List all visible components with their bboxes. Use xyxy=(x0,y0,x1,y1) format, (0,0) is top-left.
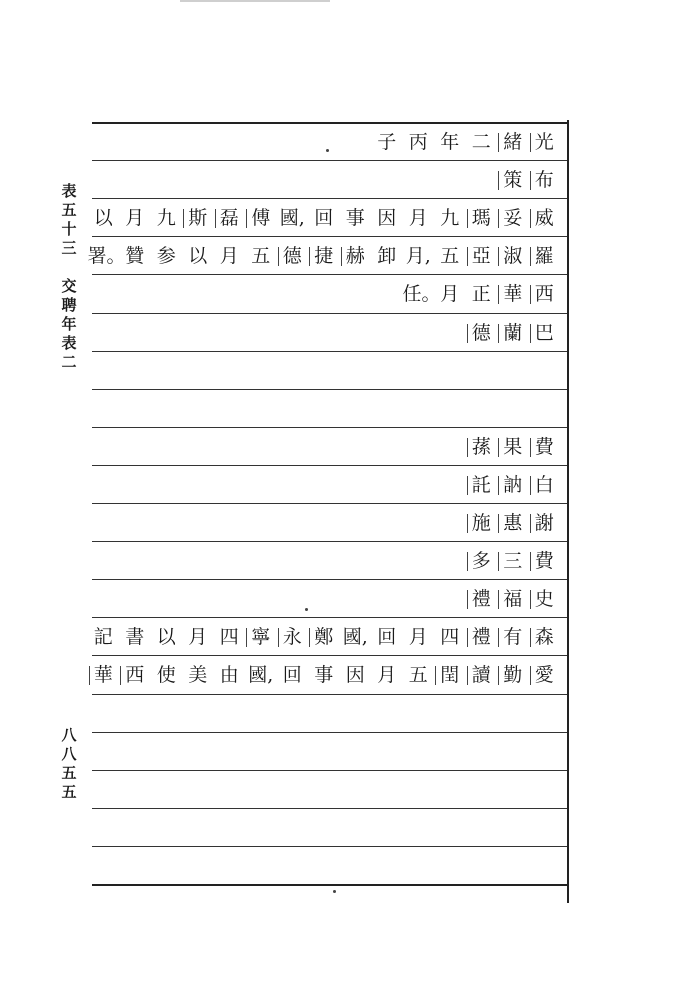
text-glyph: 國, xyxy=(342,626,368,649)
text-glyph: 月, xyxy=(405,245,431,268)
name-glyph: 白 xyxy=(529,471,561,499)
name-glyph: 磊 xyxy=(214,204,246,232)
text-glyph: 以 xyxy=(156,626,176,649)
text-glyph: 記 xyxy=(93,626,113,649)
ink-speck xyxy=(333,890,336,893)
table-row xyxy=(92,547,564,575)
text-glyph: 事 xyxy=(345,207,365,230)
margin-char: 年 xyxy=(61,315,77,333)
name-glyph: 華 xyxy=(88,661,120,689)
name-glyph: 羅 xyxy=(529,242,561,270)
text-glyph: 書 xyxy=(125,626,145,649)
table-row xyxy=(92,738,564,766)
text-glyph: 月 xyxy=(377,664,397,687)
table-row xyxy=(92,319,564,347)
text-glyph: 署。 xyxy=(87,245,126,268)
name-glyph: 施 xyxy=(466,509,498,537)
margin-char: 交 xyxy=(61,277,77,295)
name-glyph: 禮 xyxy=(466,585,498,613)
table-row xyxy=(92,661,564,689)
name-glyph: 策 xyxy=(497,166,529,194)
table-row xyxy=(92,357,564,385)
text-glyph: 回 xyxy=(282,664,302,687)
name-glyph: 赫 xyxy=(340,242,372,270)
name-glyph: 蘭 xyxy=(497,319,529,347)
name-glyph: 德 xyxy=(277,242,309,270)
text-glyph: 因 xyxy=(345,664,365,687)
name-glyph: 三 xyxy=(497,547,529,575)
text-glyph: 國, xyxy=(279,207,305,230)
name-glyph: 勤 xyxy=(497,661,529,689)
text-glyph: 五 xyxy=(251,245,271,268)
text-glyph: 五 xyxy=(440,245,460,268)
name-glyph: 捷 xyxy=(308,242,340,270)
row-rule xyxy=(92,313,567,314)
text-glyph: 月 xyxy=(440,283,460,306)
table-row xyxy=(92,623,564,651)
text-glyph: 子 xyxy=(377,131,397,153)
row-rule xyxy=(92,541,567,542)
margin-char: 二 xyxy=(61,353,77,371)
name-glyph: 寧 xyxy=(245,623,277,651)
row-rule xyxy=(92,655,567,656)
name-glyph: 亞 xyxy=(466,242,498,270)
name-glyph: 費 xyxy=(529,433,561,461)
text-glyph: 國, xyxy=(248,664,274,687)
text-glyph: 二 xyxy=(471,131,491,153)
name-glyph: 妥 xyxy=(497,204,529,232)
name-glyph: 多 xyxy=(466,547,498,575)
text-glyph: 回 xyxy=(314,207,334,230)
ink-speck xyxy=(305,608,308,611)
row-rule xyxy=(92,389,567,390)
text-glyph: 月 xyxy=(408,626,428,649)
margin-char: 聘 xyxy=(61,296,77,314)
name-glyph: 謝 xyxy=(529,509,561,537)
text-glyph: 任。 xyxy=(402,283,441,306)
scan-smudge xyxy=(180,0,330,2)
table-row xyxy=(92,395,564,423)
margin-char: 五 xyxy=(61,783,77,801)
text-glyph: 回 xyxy=(377,626,397,649)
text-glyph: 贊 xyxy=(125,245,145,268)
table-row xyxy=(92,852,564,880)
text-glyph: 四 xyxy=(219,626,239,649)
name-glyph: 禮 xyxy=(466,623,498,651)
name-glyph: 巴 xyxy=(529,319,561,347)
table-row xyxy=(87,242,564,270)
margin-char: 十 xyxy=(61,220,77,238)
text-glyph: 事 xyxy=(314,664,334,687)
name-glyph: 德 xyxy=(466,319,498,347)
table-row xyxy=(92,700,564,728)
name-glyph: 愛 xyxy=(529,661,561,689)
name-glyph: 永 xyxy=(277,623,309,651)
row-rule xyxy=(92,503,567,504)
text-glyph: 年 xyxy=(440,131,460,153)
row-rule xyxy=(92,160,567,161)
name-glyph: 西 xyxy=(119,661,151,689)
name-glyph: 惠 xyxy=(497,509,529,537)
name-glyph: 閏 xyxy=(434,661,466,689)
name-glyph: 瑪 xyxy=(466,204,498,232)
name-glyph: 鄭 xyxy=(308,623,340,651)
row-rule xyxy=(92,770,567,771)
text-glyph: 以 xyxy=(93,207,113,230)
margin-char: 八 xyxy=(61,726,77,744)
name-glyph: 淑 xyxy=(497,242,529,270)
name-glyph: 福 xyxy=(497,585,529,613)
table-row xyxy=(92,166,564,194)
margin-char: 表 xyxy=(61,182,77,200)
name-glyph: 託 xyxy=(466,471,498,499)
text-glyph: 正 xyxy=(471,283,491,306)
row-rule xyxy=(92,694,567,695)
text-glyph: 月 xyxy=(408,207,428,230)
text-glyph: 因 xyxy=(377,207,397,230)
text-glyph: 参 xyxy=(156,245,176,268)
row-rule xyxy=(92,732,567,733)
table-row xyxy=(92,204,564,232)
row-rule xyxy=(92,236,567,237)
row-rule xyxy=(92,427,567,428)
text-glyph: 月 xyxy=(125,207,145,230)
name-glyph: 有 xyxy=(497,623,529,651)
name-glyph: 訥 xyxy=(497,471,529,499)
row-rule xyxy=(92,198,567,199)
name-glyph: 蓀 xyxy=(466,433,498,461)
name-glyph: 光 xyxy=(529,128,561,156)
name-glyph: 讀 xyxy=(466,661,498,689)
text-glyph: 以 xyxy=(188,245,208,268)
table-row xyxy=(92,585,564,613)
row-rule xyxy=(92,274,567,275)
margin-char: 表 xyxy=(61,334,77,352)
margin-table-title xyxy=(58,182,80,372)
text-glyph: 卸 xyxy=(377,245,397,268)
text-glyph: 五 xyxy=(408,664,428,687)
row-rule xyxy=(92,884,567,886)
name-glyph: 森 xyxy=(529,623,561,651)
name-glyph: 布 xyxy=(529,166,561,194)
text-glyph: 九 xyxy=(440,207,460,230)
page-number xyxy=(58,726,80,802)
name-glyph: 華 xyxy=(497,280,529,308)
row-rule xyxy=(92,617,567,618)
table-row xyxy=(92,776,564,804)
table-row xyxy=(92,814,564,842)
margin-char: 五 xyxy=(61,764,77,782)
text-glyph: 月 xyxy=(219,245,239,268)
name-glyph: 威 xyxy=(529,204,561,232)
table-row xyxy=(92,433,564,461)
ink-speck xyxy=(326,149,329,152)
table-row xyxy=(92,509,564,537)
text-glyph: 由 xyxy=(219,664,239,687)
row-rule xyxy=(92,122,567,124)
text-glyph: 丙 xyxy=(408,131,428,153)
table-row xyxy=(92,471,564,499)
margin-char: 三 xyxy=(61,239,77,257)
name-glyph: 史 xyxy=(529,585,561,613)
name-glyph: 費 xyxy=(529,547,561,575)
margin-char xyxy=(58,258,80,277)
table-right-border xyxy=(567,120,569,903)
row-rule xyxy=(92,465,567,466)
name-glyph: 傅 xyxy=(245,204,277,232)
text-glyph: 美 xyxy=(188,664,208,687)
name-glyph: 斯 xyxy=(182,204,214,232)
margin-char: 五 xyxy=(61,201,77,219)
name-glyph: 果 xyxy=(497,433,529,461)
name-glyph: 西 xyxy=(529,280,561,308)
text-glyph: 九 xyxy=(156,207,176,230)
text-glyph: 四 xyxy=(440,626,460,649)
margin-char: 八 xyxy=(61,745,77,763)
name-glyph: 緒 xyxy=(497,128,529,156)
row-rule xyxy=(92,579,567,580)
text-glyph: 使 xyxy=(156,664,176,687)
table-row xyxy=(92,280,564,308)
text-glyph: 月 xyxy=(188,626,208,649)
row-rule xyxy=(92,808,567,809)
row-rule xyxy=(92,351,567,352)
row-rule xyxy=(92,846,567,847)
